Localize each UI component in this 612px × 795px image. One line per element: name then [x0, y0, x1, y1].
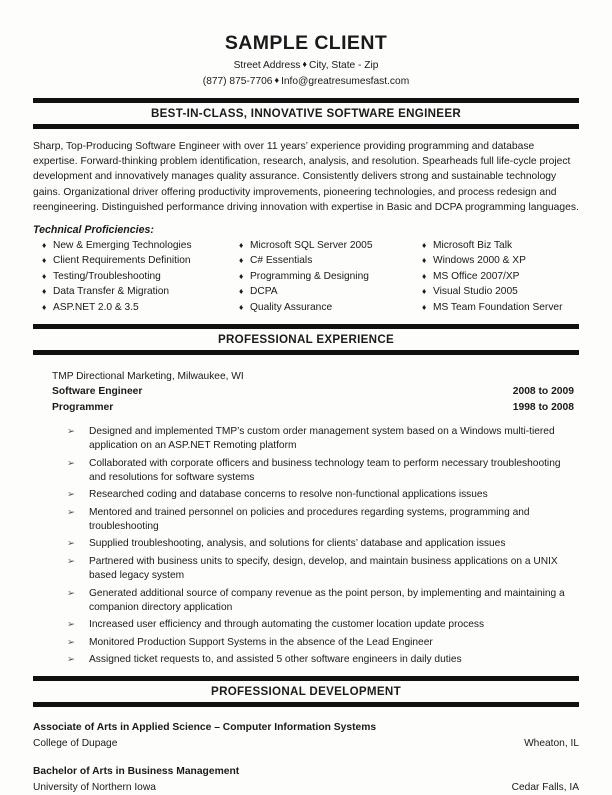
duty-text: Researched coding and database concerns to resolve non-functional applications issues [89, 489, 488, 501]
job-dates: 2008 to 2009 [512, 386, 574, 398]
proficiency-label: Data Transfer & Migration [53, 286, 170, 298]
list-item [67, 537, 579, 552]
section-rule-bottom [33, 702, 579, 707]
list-item [230, 269, 413, 285]
diamond-bullet-icon: ♦ [239, 255, 244, 266]
list-item [67, 653, 579, 668]
diamond-bullet-icon: ♦ [422, 286, 427, 297]
phone-number: (877) 875-7706 [202, 75, 273, 87]
diamond-bullet-icon: ♦ [42, 255, 47, 266]
diamond-bullet-icon: ♦ [422, 301, 427, 312]
diamond-bullet-icon: ♦ [422, 270, 427, 281]
duty-text: Generated additional source of company revenue as the point person, by implementing and maintaining a companion directory application [89, 587, 565, 614]
school-location: Cedar Falls, IA [511, 781, 579, 793]
arrow-bullet-icon: ➢ [67, 619, 75, 631]
technical-proficiencies-section [33, 224, 579, 316]
list-item [67, 457, 579, 486]
proficiency-column-3 [413, 238, 579, 316]
list-item [67, 636, 579, 651]
list-item [67, 618, 579, 633]
proficiency-column-2 [230, 238, 413, 316]
professional-development-title: PROFESSIONAL DEVELOPMENT [211, 685, 401, 699]
diamond-bullet-icon: ♦ [422, 255, 427, 266]
list-item [33, 300, 230, 316]
proficiency-label: DCPA [250, 286, 278, 298]
list-item [413, 284, 579, 300]
school-row [33, 736, 579, 751]
degree-name: Bachelor of Arts in Business Management [33, 766, 240, 778]
duty-text: Supplied troubleshooting, analysis, and solutions for clients’ database and application issues [89, 538, 506, 550]
proficiency-label: MS Team Foundation Server [433, 301, 563, 313]
proficiency-label: C# Essentials [250, 255, 313, 267]
professional-development-section [33, 676, 579, 707]
school-name: University of Northern Iowa [33, 781, 156, 793]
job-entry [33, 369, 579, 416]
duty-text: Partnered with business units to specify, design, develop, and maintain business applications on a UNIX based legacy system [89, 555, 558, 582]
arrow-bullet-icon: ➢ [67, 506, 75, 518]
job-role-row [52, 400, 579, 416]
proficiency-label: Quality Assurance [250, 301, 333, 313]
job-duties-list [33, 425, 579, 668]
proficiency-label: Windows 2000 & XP [433, 255, 526, 267]
contact-phone-email-line [33, 74, 579, 89]
education-entry [33, 720, 579, 751]
school-row [33, 780, 579, 795]
arrow-bullet-icon: ➢ [67, 425, 75, 437]
proficiency-label: Visual Studio 2005 [433, 286, 518, 298]
email-address: Info@greatresumesfast.com [281, 75, 410, 87]
proficiency-label: Microsoft SQL Server 2005 [250, 239, 373, 251]
arrow-bullet-icon: ➢ [67, 555, 75, 567]
diamond-bullet-icon: ♦ [42, 239, 47, 250]
diamond-separator-icon: ♦ [274, 74, 280, 85]
list-item [67, 555, 579, 584]
diamond-bullet-icon: ♦ [42, 270, 47, 281]
proficiency-label: New & Emerging Technologies [53, 239, 192, 251]
resume-header [33, 0, 579, 89]
list-item [230, 300, 413, 316]
street-address: Street Address [233, 60, 301, 72]
arrow-bullet-icon: ➢ [67, 587, 75, 599]
diamond-bullet-icon: ♦ [422, 239, 427, 250]
proficiency-label: Microsoft Biz Talk [433, 239, 513, 251]
arrow-bullet-icon: ➢ [67, 457, 75, 469]
professional-experience-section [33, 324, 579, 355]
education-list [33, 720, 579, 794]
list-item [230, 238, 413, 254]
proficiency-label: Testing/Troubleshooting [53, 270, 161, 282]
duty-text: Mentored and trained personnel on policies and procedures regarding systems, programming and troubleshooting [89, 506, 530, 533]
job-title: Programmer [52, 402, 114, 413]
list-item [33, 284, 230, 300]
job-role-row [52, 384, 579, 400]
arrow-bullet-icon: ➢ [67, 653, 75, 665]
school-location: Wheaton, IL [524, 737, 579, 749]
job-title: Software Engineer [52, 386, 143, 398]
professional-summary: Sharp, Top-Producing Software Engineer with over 11 years’ experience providing programming and database expertise. Forward-thinking problem identification, research, analysis, and resolution. Spearheads full life-cycle project development and innovatively manages quality assurance. Consistently delivers strong and sustainable technology gains. Organizational driver offering productivity improvements, pioneering technologies, and process redesign and reengineering. Distinguished performance driving innovation with expertise in Basic and DCPA programming languages. [33, 141, 579, 213]
proficiency-column-1 [33, 238, 230, 316]
diamond-bullet-icon: ♦ [239, 239, 244, 250]
professional-experience-title: PROFESSIONAL EXPERIENCE [217, 333, 395, 347]
list-item [413, 300, 579, 316]
proficiency-label: MS Office 2007/XP [433, 270, 520, 282]
headline-section [33, 98, 579, 129]
section-rule-bottom [33, 124, 579, 129]
duty-text: Monitored Production Support Systems in the absence of the Lead Engineer [89, 636, 433, 648]
list-item [67, 488, 579, 503]
proficiency-label: ASP.NET 2.0 & 3.5 [53, 301, 139, 313]
duty-text: Assigned ticket requests to, and assisted 5 other software engineers in daily duties [89, 653, 462, 665]
list-item [230, 284, 413, 300]
list-item [67, 425, 579, 454]
arrow-bullet-icon: ➢ [67, 538, 75, 550]
list-item [33, 269, 230, 285]
job-dates: 1998 to 2008 [512, 402, 574, 413]
duty-text: Designed and implemented TMP’s custom order management system based on a Windows multi-tiered application on an ASP.NET Remoting platform [89, 425, 555, 452]
arrow-bullet-icon: ➢ [67, 636, 75, 648]
city-state-zip: City, State - Zip [308, 60, 379, 72]
list-item [413, 269, 579, 285]
list-item [413, 238, 579, 254]
headline-title: BEST-IN-CLASS, INNOVATIVE SOFTWARE ENGINEER [150, 107, 462, 121]
contact-address-line [33, 58, 579, 73]
list-item [67, 506, 579, 535]
list-item [33, 238, 230, 254]
diamond-bullet-icon: ♦ [42, 301, 47, 312]
list-item [67, 587, 579, 616]
proficiency-label: Client Requirements Definition [53, 255, 191, 267]
diamond-bullet-icon: ♦ [239, 270, 244, 281]
degree-name: Associate of Arts in Applied Science – Computer Information Systems [33, 722, 377, 734]
section-rule-bottom [33, 350, 579, 355]
school-name: College of Dupage [33, 737, 118, 749]
diamond-bullet-icon: ♦ [42, 286, 47, 297]
list-item [33, 253, 230, 269]
job-company: TMP Directional Marketing, Milwaukee, WI [52, 371, 244, 383]
technical-proficiencies-grid [33, 238, 579, 316]
arrow-bullet-icon: ➢ [67, 489, 75, 501]
diamond-bullet-icon: ♦ [239, 301, 244, 312]
technical-proficiencies-title: Technical Proficiencies: [33, 223, 154, 236]
list-item [413, 253, 579, 269]
proficiency-label: Programming & Designing [250, 270, 369, 282]
diamond-bullet-icon: ♦ [239, 286, 244, 297]
education-entry [33, 764, 579, 795]
diamond-separator-icon: ♦ [302, 59, 307, 70]
list-item [230, 253, 413, 269]
duty-text: Collaborated with corporate officers and business technology team to perform necessary troubleshooting and resolutions for software systems [89, 457, 561, 484]
duty-text: Increased user efficiency and through automating the customer location update process [89, 619, 485, 631]
candidate-name: SAMPLE CLIENT [224, 32, 388, 54]
